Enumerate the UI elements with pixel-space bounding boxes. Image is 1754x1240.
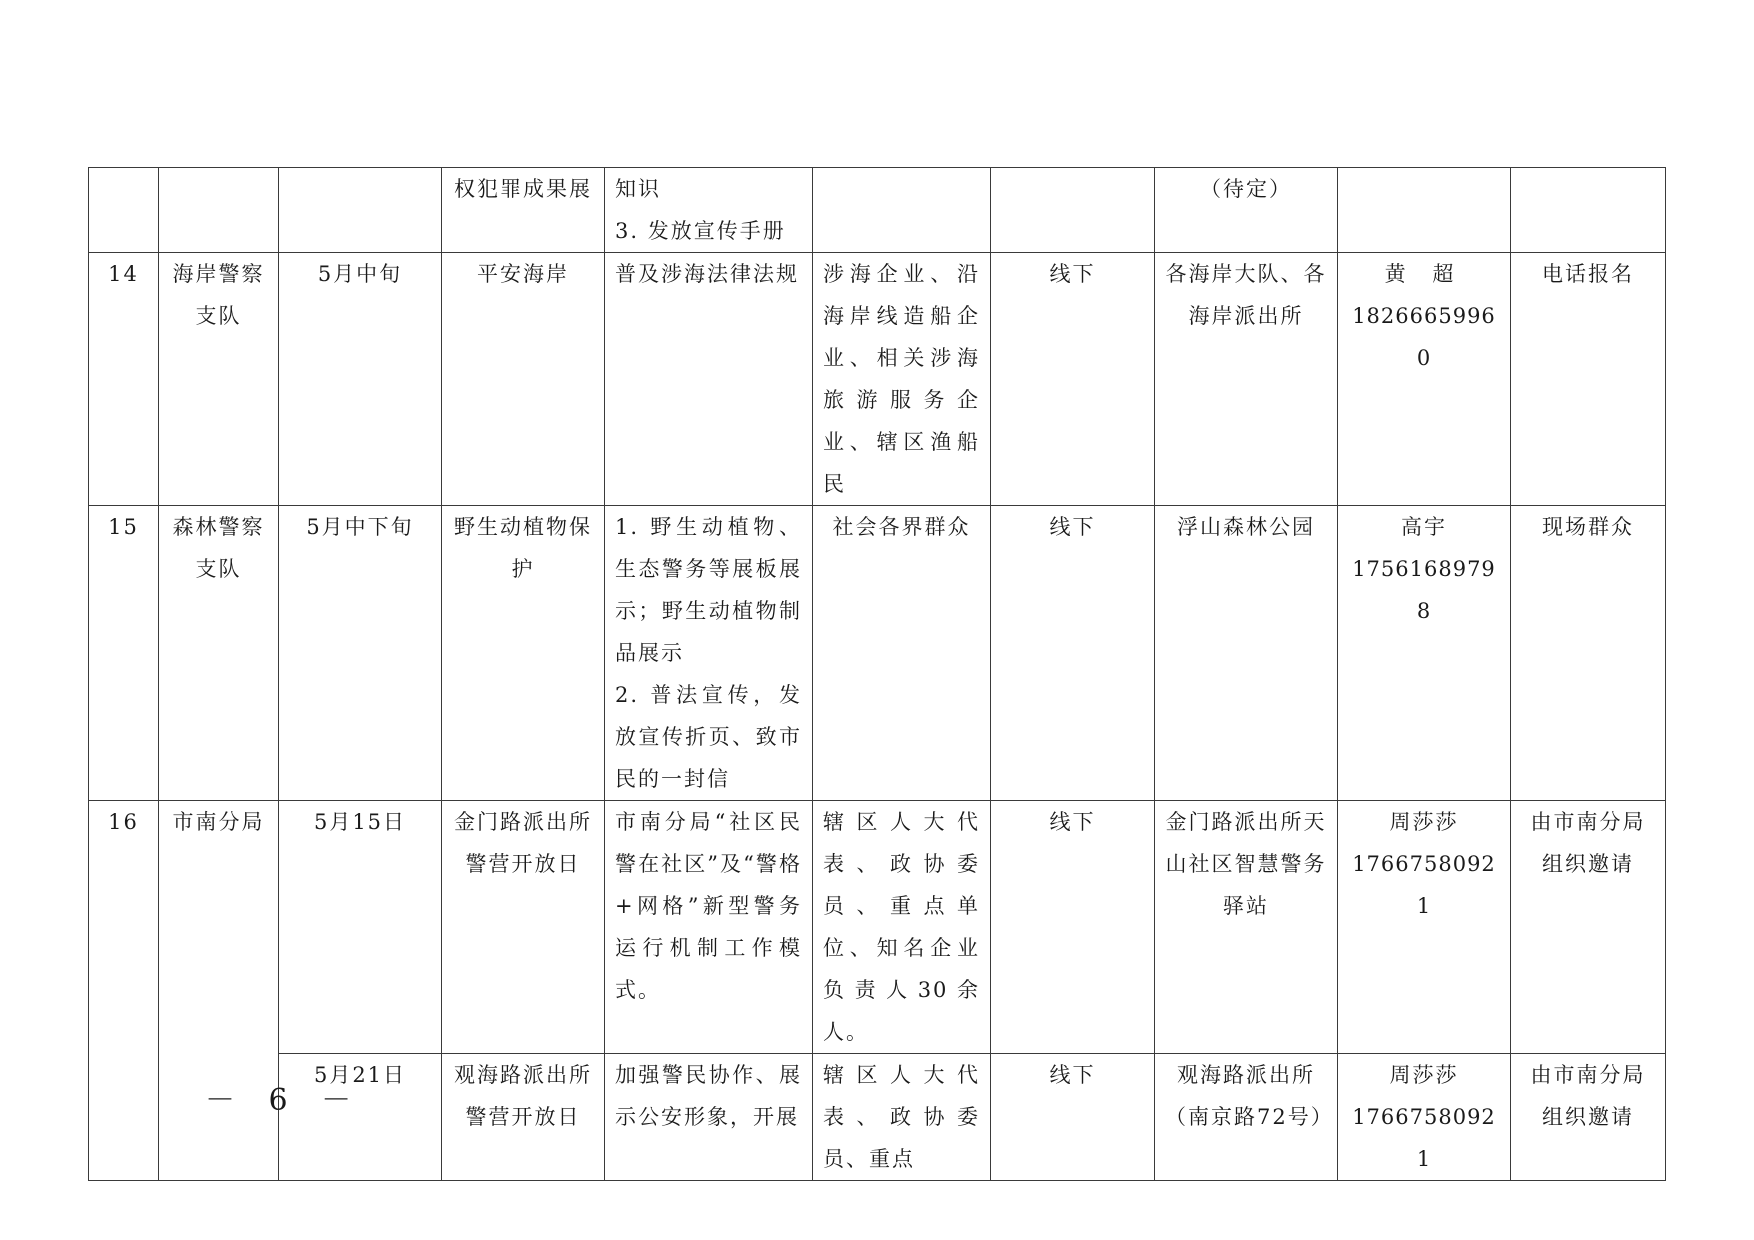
cell-unit: 市南分局 [159, 801, 279, 1181]
cell-signup: 由市南分局组织邀请 [1511, 1054, 1666, 1181]
cell-mode: 线下 [991, 1054, 1155, 1181]
content-line: 加强警民协作、展示公安形象，开展 [615, 1063, 802, 1129]
cell-mode: 线下 [991, 506, 1155, 801]
contact-name: 黄 超 [1384, 262, 1464, 286]
cell-audience [813, 168, 991, 253]
cell-audience: 辖区人大代表、政协委员、重点单位、知名企业负责人30余人。 [813, 801, 991, 1054]
content-line: 3. 发放宣传手册 [615, 219, 786, 243]
cell-content [605, 253, 813, 506]
contact-phone: 17667580921 [1352, 852, 1496, 918]
content-line: 知识 [615, 177, 661, 201]
content-line: 1. 野生动植物、生态警务等展板展示；野生动植物制品展示 [615, 515, 802, 665]
cell-theme: 权犯罪成果展 [442, 168, 605, 253]
contact-phone: 17561689798 [1352, 557, 1496, 623]
cell-theme: 野生动植物保护 [442, 506, 605, 801]
table-row [89, 506, 1666, 801]
cell-venue: 各海岸大队、各海岸派出所 [1155, 253, 1338, 506]
cell-unit [159, 168, 279, 253]
cell-mode: 线下 [991, 801, 1155, 1054]
cell-mode: 线下 [991, 253, 1155, 506]
cell-number: 14 [89, 253, 159, 506]
cell-time: 5月中下旬 [279, 506, 442, 801]
cell-content [605, 1054, 813, 1181]
cell-signup: 电话报名 [1511, 253, 1666, 506]
contact-name: 周莎莎 [1389, 1063, 1459, 1087]
cell-content [605, 801, 813, 1054]
cell-number: 16 [89, 801, 159, 1181]
contact-phone: 17667580921 [1352, 1105, 1496, 1171]
cell-signup: 由市南分局组织邀请 [1511, 801, 1666, 1054]
cell-audience: 社会各界群众 [813, 506, 991, 801]
content-line: 普及涉海法律法规 [615, 262, 799, 286]
cell-time: 5月15日 [279, 801, 442, 1054]
contact-name: 高宇 [1401, 515, 1447, 539]
cell-contact [1338, 168, 1511, 253]
cell-number [89, 168, 159, 253]
cell-audience: 涉海企业、沿海岸线造船企业、相关涉海旅游服务企业、辖区渔船民 [813, 253, 991, 506]
contact-phone: 18266659960 [1352, 304, 1496, 370]
cell-venue: 观海路派出所（南京路72号） [1155, 1054, 1338, 1181]
table-row [89, 801, 1666, 1054]
page-number: － 6 － [205, 1083, 364, 1118]
cell-signup [1511, 168, 1666, 253]
table-row [89, 168, 1666, 253]
cell-signup: 现场群众 [1511, 506, 1666, 801]
table-row [89, 253, 1666, 506]
cell-mode [991, 168, 1155, 253]
cell-audience: 辖区人大代表、政协委员、重点 [813, 1054, 991, 1181]
cell-time: 5月中旬 [279, 253, 442, 506]
cell-number: 15 [89, 506, 159, 801]
cell-venue: （待定） [1155, 168, 1338, 253]
contact-name: 周莎莎 [1389, 810, 1459, 834]
cell-unit: 海岸警察支队 [159, 253, 279, 506]
cell-contact [1338, 506, 1511, 801]
cell-theme: 金门路派出所警营开放日 [442, 801, 605, 1054]
cell-content [605, 168, 813, 253]
cell-contact [1338, 253, 1511, 506]
cell-theme: 观海路派出所警营开放日 [442, 1054, 605, 1181]
content-line: 市南分局“社区民警在社区”及“警格+网格”新型警务运行机制工作模式。 [615, 810, 802, 1002]
activity-table [88, 167, 1666, 1181]
content-line: 2. 普法宣传，发放宣传折页、致市民的一封信 [615, 683, 802, 791]
cell-theme: 平安海岸 [442, 253, 605, 506]
cell-time: 5月21日 [279, 1054, 442, 1181]
cell-venue: 金门路派出所天山社区智慧警务驿站 [1155, 801, 1338, 1054]
cell-content [605, 506, 813, 801]
cell-unit: 森林警察支队 [159, 506, 279, 801]
cell-contact [1338, 801, 1511, 1054]
cell-time [279, 168, 442, 253]
cell-venue: 浮山森林公园 [1155, 506, 1338, 801]
cell-contact [1338, 1054, 1511, 1181]
